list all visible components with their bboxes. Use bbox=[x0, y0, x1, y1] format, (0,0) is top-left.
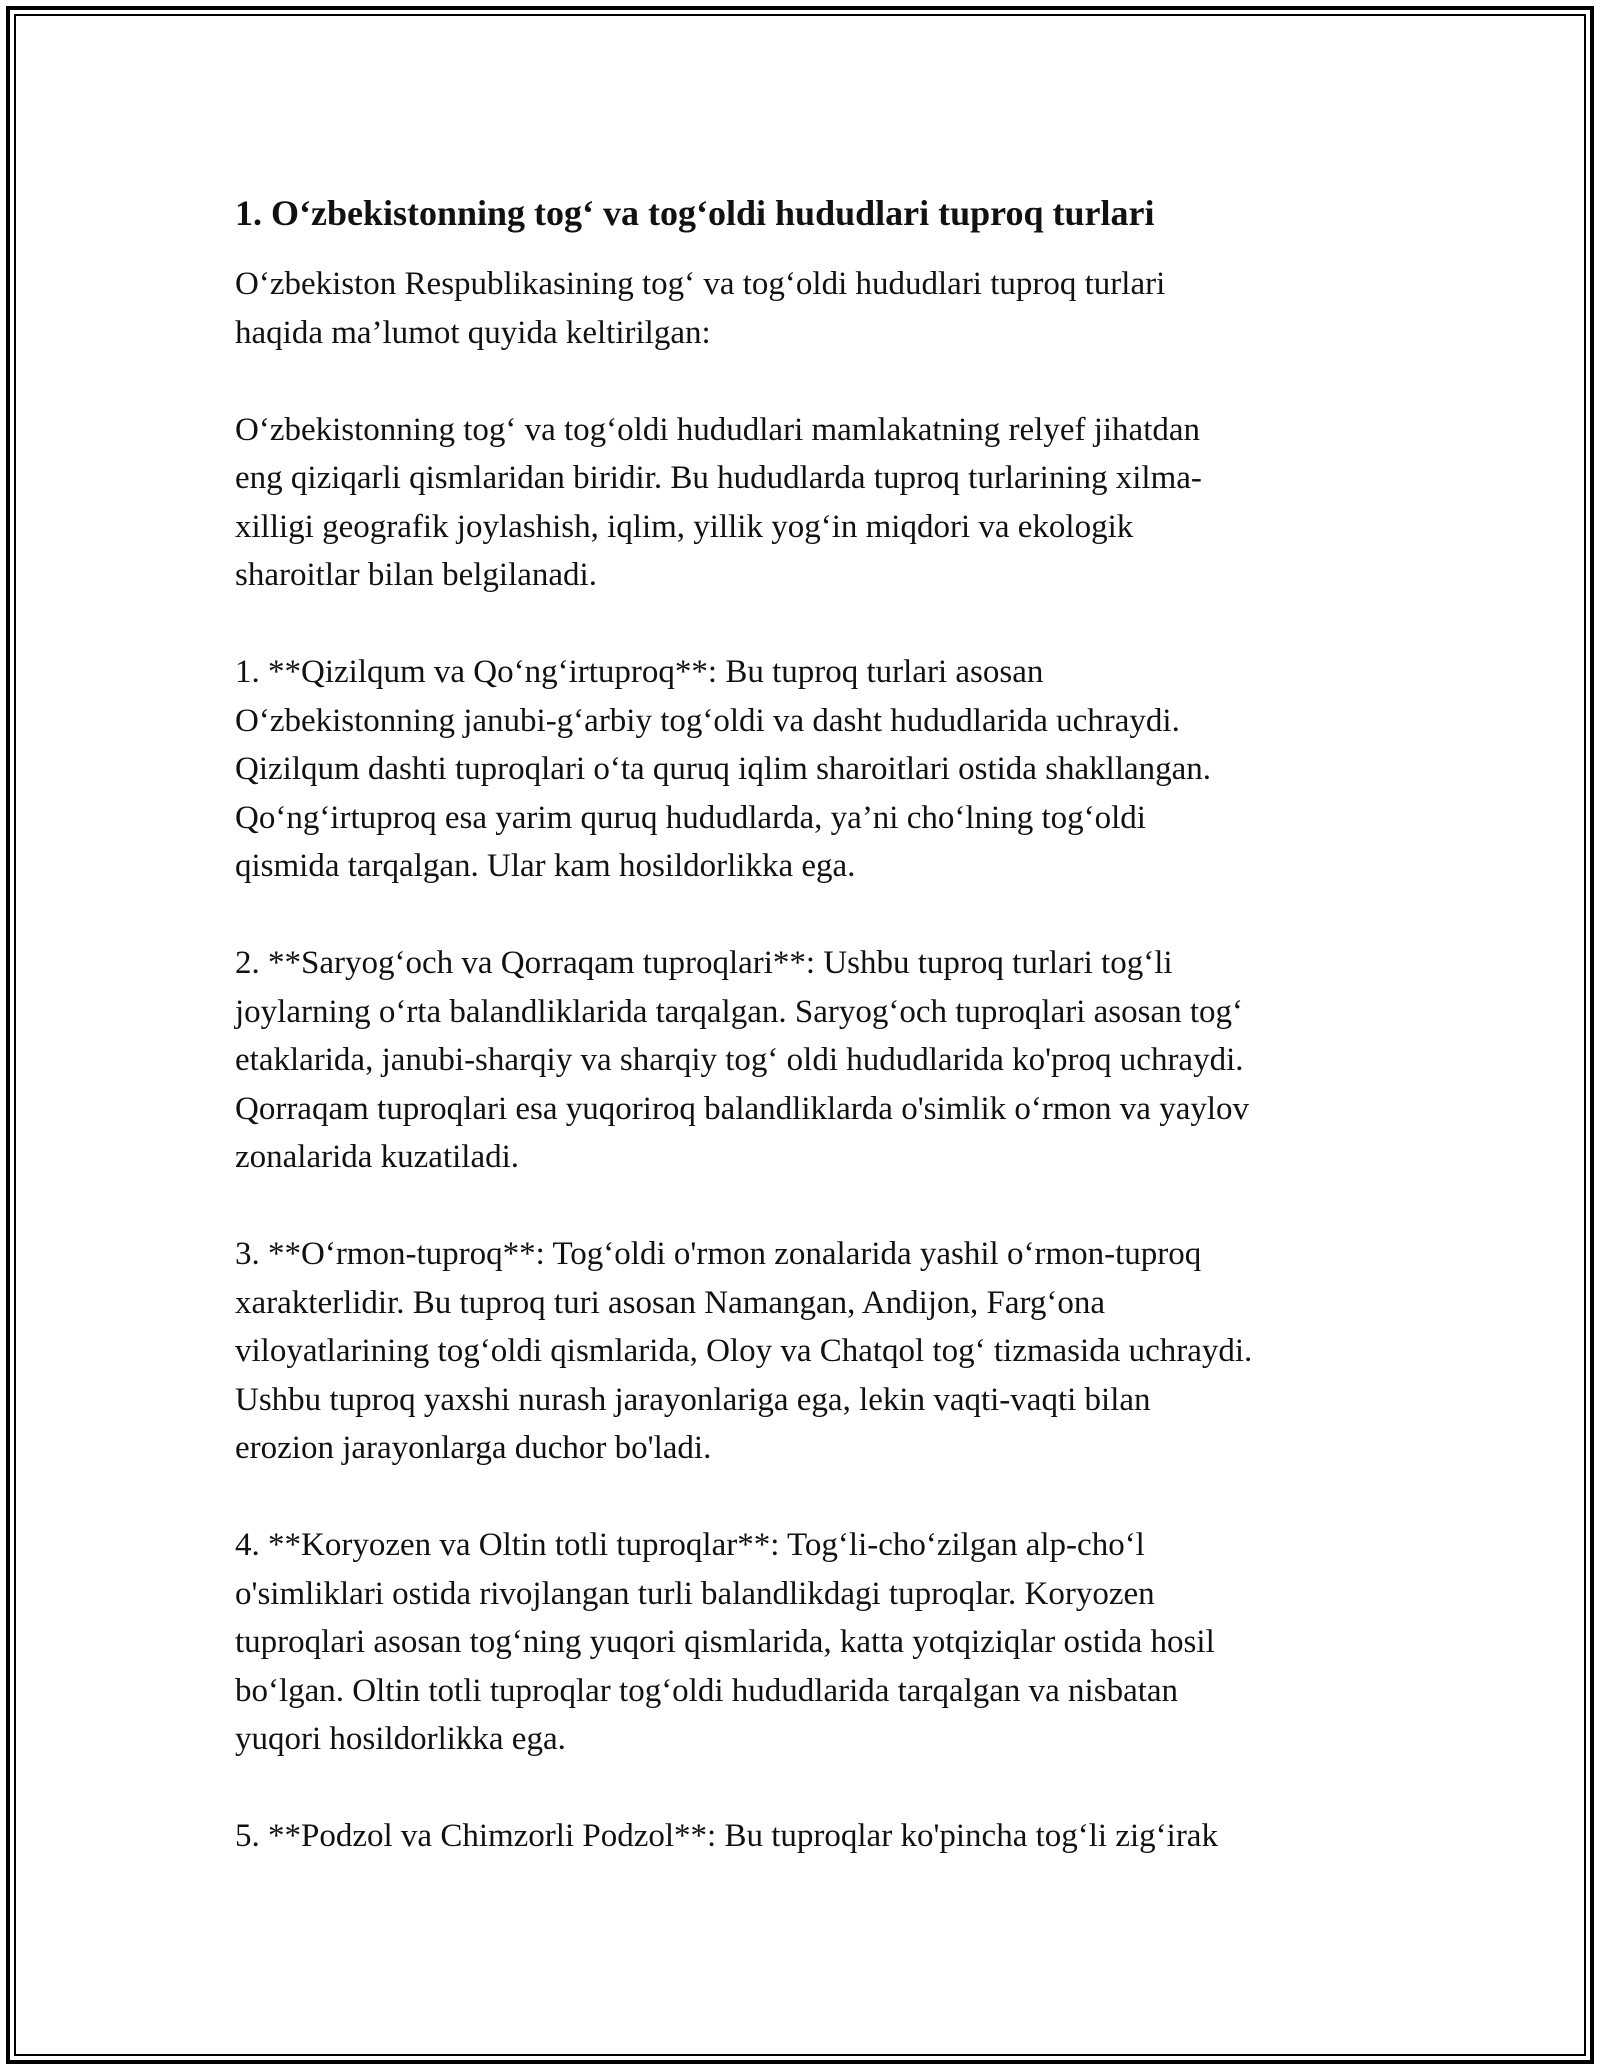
paragraph-line: 5. **Podzol va Chimzorli Podzol**: Bu tuproqlar ko'pincha tog‘li zig‘irak bbox=[235, 1818, 1218, 1854]
paragraph-line: viloyatlarining tog‘oldi qismlarida, Oloy va Chatqol tog‘ tizmasida uchraydi. bbox=[235, 1333, 1253, 1369]
paragraph-line: 1. **Qizilqum va Qo‘ng‘irtuproq**: Bu tuproq turlari asosan bbox=[235, 654, 1044, 690]
list-item-1 bbox=[235, 648, 1375, 891]
paragraph-line: tuproqlari asosan tog‘ning yuqori qismlarida, katta yotqiziqlar ostida hosil bbox=[235, 1624, 1215, 1660]
paragraph-line: O‘zbekiston Respublikasining tog‘ va tog‘oldi hududlari tuproq turlari bbox=[235, 266, 1166, 302]
paragraph-line: erozion jarayonlarga duchor bo'ladi. bbox=[235, 1430, 712, 1466]
list-item-4 bbox=[235, 1521, 1375, 1764]
list-item-2 bbox=[235, 939, 1375, 1182]
paragraph-line: 4. **Koryozen va Oltin totli tuproqlar**: Tog‘li-cho‘zilgan alp-cho‘l bbox=[235, 1527, 1145, 1563]
paragraph-line: etaklarida, janubi-sharqiy va sharqiy tog‘ oldi hududlarida ko'proq uchraydi. bbox=[235, 1042, 1244, 1078]
paragraph-line: yuqori hosildorlikka ega. bbox=[235, 1721, 566, 1757]
paragraph-line: qismida tarqalgan. Ular kam hosildorlikka ega. bbox=[235, 848, 856, 884]
document-body bbox=[235, 188, 1375, 1909]
paragraph-line: joylarning o‘rta balandliklarida tarqalgan. Saryog‘och tuproqlari asosan tog‘ bbox=[235, 993, 1244, 1030]
paragraph-line: zonalarida kuzatiladi. bbox=[235, 1139, 520, 1175]
page-title: 1. O‘zbekistonning tog‘ va tog‘oldi hududlari tuproq turlari bbox=[235, 193, 1155, 233]
intro-paragraph bbox=[235, 260, 1375, 357]
overview-paragraph bbox=[235, 406, 1375, 600]
paragraph-line: Qorraqam tuproqlari esa yuqoriroq balandliklarda o'simlik o‘rmon va yaylov bbox=[235, 1090, 1250, 1127]
list-item-3 bbox=[235, 1230, 1375, 1473]
paragraph-line: o'simliklari ostida rivojlangan turli balandlikdagi tuproqlar. Koryozen bbox=[235, 1575, 1155, 1612]
paragraph-line: Qizilqum dashti tuproqlari o‘ta quruq iqlim sharoitlari ostida shakllangan. bbox=[235, 751, 1212, 787]
paragraph-line: O‘zbekistonning janubi-g‘arbiy tog‘oldi va dasht hududlarida uchraydi. bbox=[235, 702, 1180, 739]
paragraph-line: xilligi geografik joylashish, iqlim, yillik yog‘in miqdori va ekologik bbox=[235, 508, 1134, 545]
list-item-5 bbox=[235, 1812, 1375, 1861]
paragraph-line: 2. **Saryog‘och va Qorraqam tuproqlari**: Ushbu tuproq turlari tog‘li bbox=[235, 945, 1173, 981]
paragraph-line: 3. **O‘rmon-tuproq**: Tog‘oldi o'rmon zonalarida yashil o‘rmon-tuproq bbox=[235, 1236, 1202, 1272]
paragraph-line: Ushbu tuproq yaxshi nurash jarayonlariga ega, lekin vaqti-vaqti bilan bbox=[235, 1381, 1151, 1418]
paragraph-line: xarakterlidir. Bu tuproq turi asosan Namangan, Andijon, Farg‘ona bbox=[235, 1284, 1106, 1321]
paragraph-line: Qo‘ng‘irtuproq esa yarim quruq hududlarda, ya’ni cho‘lning tog‘oldi bbox=[235, 799, 1146, 836]
paragraph-line: eng qiziqarli qismlaridan biridir. Bu hududlarda tuproq turlarining xilma- bbox=[235, 460, 1202, 496]
paragraph-line: haqida ma’lumot quyida keltirilgan: bbox=[235, 314, 711, 351]
paragraph-line: sharoitlar bilan belgilanadi. bbox=[235, 557, 597, 593]
paragraph-line: O‘zbekistonning tog‘ va tog‘oldi hududlari mamlakatning relyef jihatdan bbox=[235, 411, 1201, 448]
paragraph-line: bo‘lgan. Oltin totli tuproqlar tog‘oldi hududlarida tarqalgan va nisbatan bbox=[235, 1672, 1179, 1709]
